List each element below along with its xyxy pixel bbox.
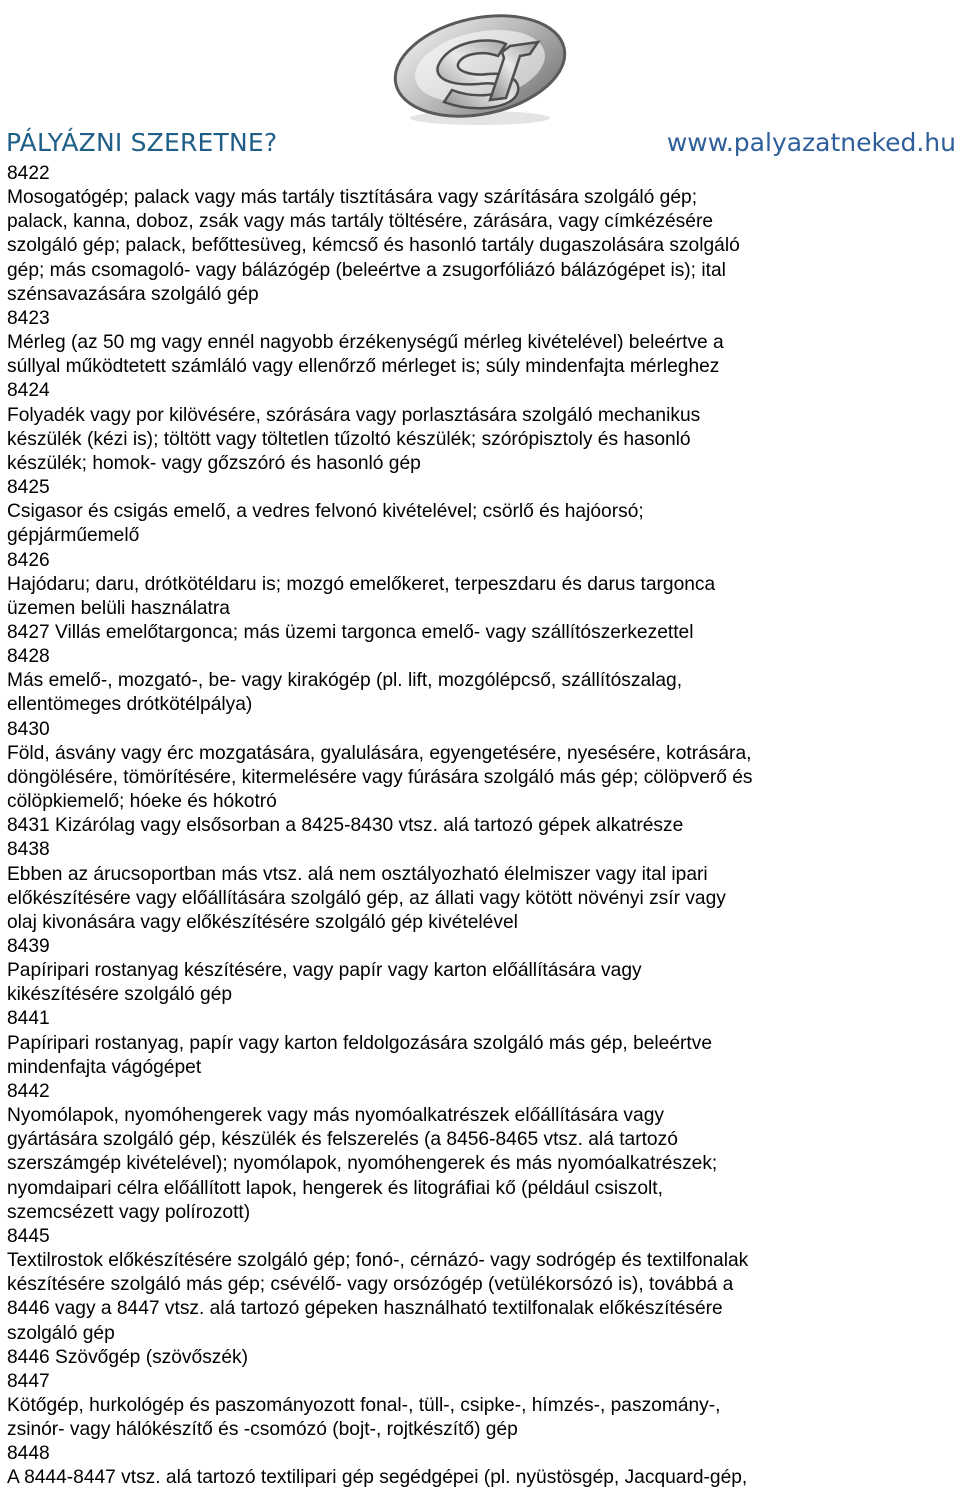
text-line: Mérleg (az 50 mg vagy ennél nagyobb érzékenységű mérleg kivételével) beleértve a: [7, 332, 724, 354]
logo-emblem-icon: [378, 6, 582, 128]
text-line: készülék; homok- vagy gőzszóró és hasonló gép: [7, 452, 421, 474]
site-logo: [378, 6, 582, 128]
text-line: készülék (kézi is); töltött vagy töltetlen tűzoltó készülék; szórópisztoly és hasonló: [7, 428, 691, 450]
text-line: 8423: [7, 307, 50, 329]
document-body: [7, 162, 957, 1491]
text-line: 8441: [7, 1008, 50, 1030]
text-line: Textilrostok előkészítésére szolgáló gép; fonó-, cérnázó- vagy sodrógép és textilfonalak: [7, 1250, 749, 1272]
text-line: 8439: [7, 936, 50, 957]
text-line: szemcsézett vagy polírozott): [7, 1201, 251, 1223]
header-title: PÁLYÁZNI SZERETNE?: [6, 128, 278, 157]
text-line: gyártására szolgáló gép, készülék és felszerelés (a 8456-8465 vtsz. alá tartozó: [7, 1129, 678, 1151]
text-line: ellentömeges drótkötélpálya): [7, 694, 253, 716]
text-line: döngölésére, tömörítésére, kitermelésére vagy fúrására szolgáló más gép; cölöpverő és: [7, 766, 753, 788]
text-line: Föld, ásvány vagy érc mozgatására, gyalulására, egyengetésére, nyesésére, kotrására,: [7, 742, 752, 764]
text-line: gépjárműemelő: [7, 525, 140, 547]
text-line: 8430: [7, 718, 50, 740]
text-line: Csigasor és csigás emelő, a vedres felvonó kivételével; csörlő és hajóorsó;: [7, 501, 644, 523]
text-line: A 8444-8447 vtsz. alá tartozó textilipari gép segédgépei (pl. nyüstösgép, Jacquard-gép,: [7, 1467, 748, 1489]
text-line: 8447: [7, 1370, 50, 1392]
text-line: szolgáló gép; palack, befőttesüveg, kémcső és hasonló tartály dugaszolására szolgáló: [7, 235, 740, 257]
text-line: 8424: [7, 380, 50, 402]
text-line: 8448: [7, 1443, 50, 1465]
website-link[interactable]: www.palyazatneked.hu: [666, 128, 956, 157]
text-line: 8446 Szövőgép (szövőszék): [7, 1346, 249, 1368]
text-line: 8428: [7, 646, 50, 668]
text-line: 8422: [7, 163, 50, 184]
text-line: Kötőgép, hurkológép és paszományozott fonal-, tüll-, csipke-, hímzés-, paszomány-,: [7, 1394, 721, 1416]
text-line: olaj kivonására vagy előkészítésére szolgáló gép kivételével: [7, 911, 518, 933]
text-line: készítésére szolgáló más gép; csévélő- vagy orsózógép (vetülékorsózó is), továbbá a: [7, 1274, 734, 1296]
text-line: Más emelő-, mozgató-, be- vagy kirakógép (pl. lift, mozgólépcső, szállítószalag,: [7, 670, 683, 692]
text-line: palack, kanna, doboz, zsák vagy más tartály töltésére, zárására, vagy címkézésére: [7, 211, 714, 233]
text-line: gép; más csomagoló- vagy bálázógép (beleértve a zsugorfóliázó bálázógépet is); ital: [7, 259, 726, 281]
text-line: Nyomólapok, nyomóhengerek vagy más nyomóalkatrészek előállítására vagy: [7, 1105, 664, 1127]
text-line: szolgáló gép: [7, 1322, 115, 1344]
text-line: előkészítésére vagy előállítására szolgáló gép, az állati vagy kötött növényi zsír vagy: [7, 887, 726, 909]
text-line: mindenfajta vágógépet: [7, 1056, 202, 1078]
text-line: Mosogatógép; palack vagy más tartály tisztítására vagy szárítására szolgáló gép;: [7, 187, 698, 209]
text-line: 8438: [7, 839, 50, 861]
text-line: 8446 vagy a 8447 vtsz. alá tartozó gépeken használható textilfonalak előkészítésére: [7, 1298, 723, 1320]
text-line: Ebben az árucsoportban más vtsz. alá nem osztályozható élelmiszer vagy ital ipari: [7, 863, 708, 885]
text-line: 8445: [7, 1225, 50, 1247]
text-line: 8427 Villás emelőtargonca; más üzemi targonca emelő- vagy szállítószerkezettel: [7, 621, 694, 643]
text-line: 8425: [7, 477, 50, 499]
text-line: szénsavazására szolgáló gép: [7, 283, 259, 305]
text-line: Hajódaru; daru, drótkötéldaru is; mozgó emelőkeret, terpeszdaru és darus targonca: [7, 573, 716, 595]
text-line: cölöpkiemelő; hóeke és hókotró: [7, 791, 277, 813]
page-header: [6, 124, 956, 164]
text-line: szerszámgép kivételével); nyomólapok, nyomóhengerek és más nyomóalkatrészek;: [7, 1153, 718, 1175]
text-line: Papíripari rostanyag, papír vagy karton feldolgozására szolgáló más gép, beleértve: [7, 1032, 713, 1054]
text-line: 8442: [7, 1080, 50, 1102]
text-line: üzemen belüli használatra: [7, 597, 230, 619]
text-line: Papíripari rostanyag készítésére, vagy papír vagy karton előállítására vagy: [7, 960, 642, 982]
text-line: kikészítésére szolgáló gép: [7, 984, 233, 1006]
text-line: nyomdaipari célra előállított lapok, hengerek és litográfiai kő (például csiszolt,: [7, 1177, 663, 1199]
text-line: Folyadék vagy por kilövésére, szórására vagy porlasztására szolgáló mechanikus: [7, 404, 701, 426]
text-line: zsinór- vagy hálókészítő és -csomózó (bojt-, rojtkészítő) gép: [7, 1419, 518, 1441]
text-line: súllyal működtetett számláló vagy ellenőrző mérleget is; súly mindenfajta mérleghez: [7, 356, 720, 378]
text-line: 8426: [7, 549, 50, 571]
text-line: 8431 Kizárólag vagy elsősorban a 8425-8430 vtsz. alá tartozó gépek alkatrésze: [7, 815, 684, 837]
